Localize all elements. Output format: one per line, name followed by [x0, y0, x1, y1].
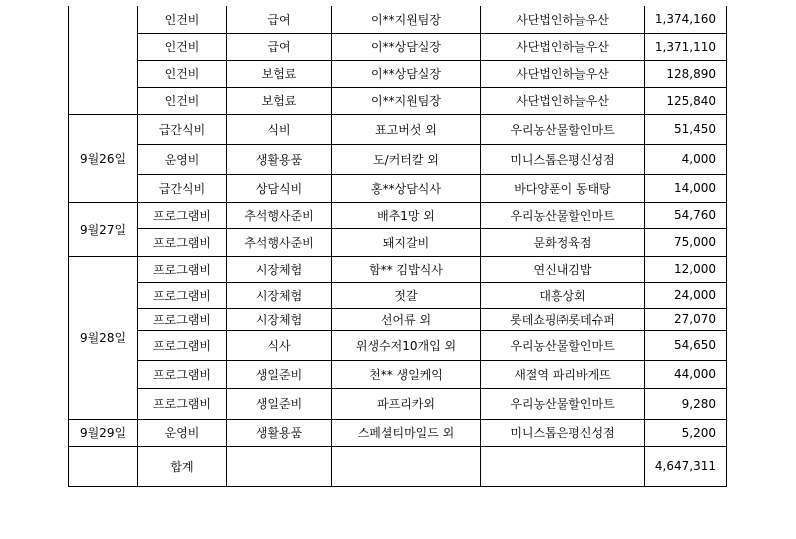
vendor-cell: 우리농산물할인마트 [481, 114, 645, 144]
category-cell: 프로그램비 [138, 256, 227, 282]
table-row [69, 174, 727, 202]
total-date-cell [69, 446, 138, 486]
vendor-cell: 사단법인하늘우산 [481, 6, 645, 33]
item-cell: 보험료 [227, 60, 332, 87]
item-cell: 급여 [227, 33, 332, 60]
date-cell: 9월28일 [69, 256, 138, 419]
category-cell: 프로그램비 [138, 388, 227, 419]
total-amount: 4,647,311 [645, 446, 727, 486]
category-cell: 프로그램비 [138, 330, 227, 360]
description-cell: 함** 김밥식사 [332, 256, 481, 282]
vendor-cell: 사단법인하늘우산 [481, 33, 645, 60]
item-cell: 식사 [227, 330, 332, 360]
category-cell: 프로그램비 [138, 360, 227, 388]
vendor-cell: 사단법인하늘우산 [481, 60, 645, 87]
amount-cell: 128,890 [645, 60, 727, 87]
amount-cell: 5,200 [645, 419, 727, 446]
date-cell: 9월26일 [69, 114, 138, 202]
amount-cell: 12,000 [645, 256, 727, 282]
total-label: 합계 [138, 446, 227, 486]
description-cell: 젓갈 [332, 282, 481, 308]
amount-cell: 9,280 [645, 388, 727, 419]
description-cell: 위생수저10개입 외 [332, 330, 481, 360]
amount-cell: 54,760 [645, 202, 727, 228]
amount-cell: 4,000 [645, 144, 727, 174]
item-cell: 생활용품 [227, 144, 332, 174]
date-cell: 9월29일 [69, 419, 138, 446]
table-row [69, 114, 727, 144]
vendor-cell: 미니스톱은평신성점 [481, 144, 645, 174]
amount-cell: 14,000 [645, 174, 727, 202]
item-cell: 추석행사준비 [227, 228, 332, 256]
date-cell [69, 6, 138, 114]
table-row [69, 228, 727, 256]
description-cell: 홍**상담식사 [332, 174, 481, 202]
amount-cell: 27,070 [645, 308, 727, 330]
total-empty-cell [227, 446, 332, 486]
total-empty-cell [481, 446, 645, 486]
category-cell: 프로그램비 [138, 282, 227, 308]
vendor-cell: 바다양푼이 동태탕 [481, 174, 645, 202]
amount-cell: 75,000 [645, 228, 727, 256]
description-cell: 선어류 외 [332, 308, 481, 330]
total-row [69, 446, 727, 486]
category-cell: 운영비 [138, 144, 227, 174]
item-cell: 시장체험 [227, 308, 332, 330]
table-row [69, 282, 727, 308]
table-row [69, 60, 727, 87]
total-empty-cell [332, 446, 481, 486]
amount-cell: 54,650 [645, 330, 727, 360]
vendor-cell: 대흥상회 [481, 282, 645, 308]
description-cell: 이**상담실장 [332, 60, 481, 87]
description-cell: 이**지원팀장 [332, 6, 481, 33]
category-cell: 급간식비 [138, 174, 227, 202]
category-cell: 인건비 [138, 33, 227, 60]
description-cell: 배추1망 외 [332, 202, 481, 228]
vendor-cell: 연신내김밥 [481, 256, 645, 282]
table-row [69, 360, 727, 388]
table-row [69, 144, 727, 174]
vendor-cell: 문화정육점 [481, 228, 645, 256]
table-row [69, 202, 727, 228]
category-cell: 프로그램비 [138, 308, 227, 330]
description-cell: 이**상담실장 [332, 33, 481, 60]
table-row [69, 6, 727, 33]
item-cell: 생활용품 [227, 419, 332, 446]
category-cell: 프로그램비 [138, 228, 227, 256]
vendor-cell: 우리농산물할인마트 [481, 202, 645, 228]
description-cell: 표고버섯 외 [332, 114, 481, 144]
amount-cell: 1,371,110 [645, 33, 727, 60]
category-cell: 인건비 [138, 87, 227, 114]
vendor-cell: 우리농산물할인마트 [481, 330, 645, 360]
table-row [69, 388, 727, 419]
table-row [69, 33, 727, 60]
vendor-cell: 우리농산물할인마트 [481, 388, 645, 419]
category-cell: 인건비 [138, 6, 227, 33]
item-cell: 생일준비 [227, 360, 332, 388]
vendor-cell: 사단법인하늘우산 [481, 87, 645, 114]
item-cell: 시장체험 [227, 256, 332, 282]
vendor-cell: 롯데쇼핑㈜롯데슈퍼 [481, 308, 645, 330]
amount-cell: 1,374,160 [645, 6, 727, 33]
item-cell: 시장체험 [227, 282, 332, 308]
table-row [69, 308, 727, 330]
description-cell: 파프리카외 [332, 388, 481, 419]
item-cell: 보험료 [227, 87, 332, 114]
category-cell: 운영비 [138, 419, 227, 446]
description-cell: 천** 생일케익 [332, 360, 481, 388]
vendor-cell: 미니스톱은평신성점 [481, 419, 645, 446]
item-cell: 식비 [227, 114, 332, 144]
item-cell: 급여 [227, 6, 332, 33]
category-cell: 프로그램비 [138, 202, 227, 228]
item-cell: 생일준비 [227, 388, 332, 419]
vendor-cell: 새절역 파리바게뜨 [481, 360, 645, 388]
category-cell: 인건비 [138, 60, 227, 87]
table-row [69, 256, 727, 282]
item-cell: 상담식비 [227, 174, 332, 202]
amount-cell: 125,840 [645, 87, 727, 114]
expense-table [68, 6, 727, 487]
table-row [69, 87, 727, 114]
description-cell: 도/커터칼 외 [332, 144, 481, 174]
amount-cell: 44,000 [645, 360, 727, 388]
amount-cell: 24,000 [645, 282, 727, 308]
description-cell: 스페셜티마일드 외 [332, 419, 481, 446]
date-cell: 9월27일 [69, 202, 138, 256]
description-cell: 이**지원팀장 [332, 87, 481, 114]
category-cell: 급간식비 [138, 114, 227, 144]
amount-cell: 51,450 [645, 114, 727, 144]
description-cell: 돼지갈비 [332, 228, 481, 256]
item-cell: 추석행사준비 [227, 202, 332, 228]
table-row [69, 330, 727, 360]
table-row [69, 419, 727, 446]
